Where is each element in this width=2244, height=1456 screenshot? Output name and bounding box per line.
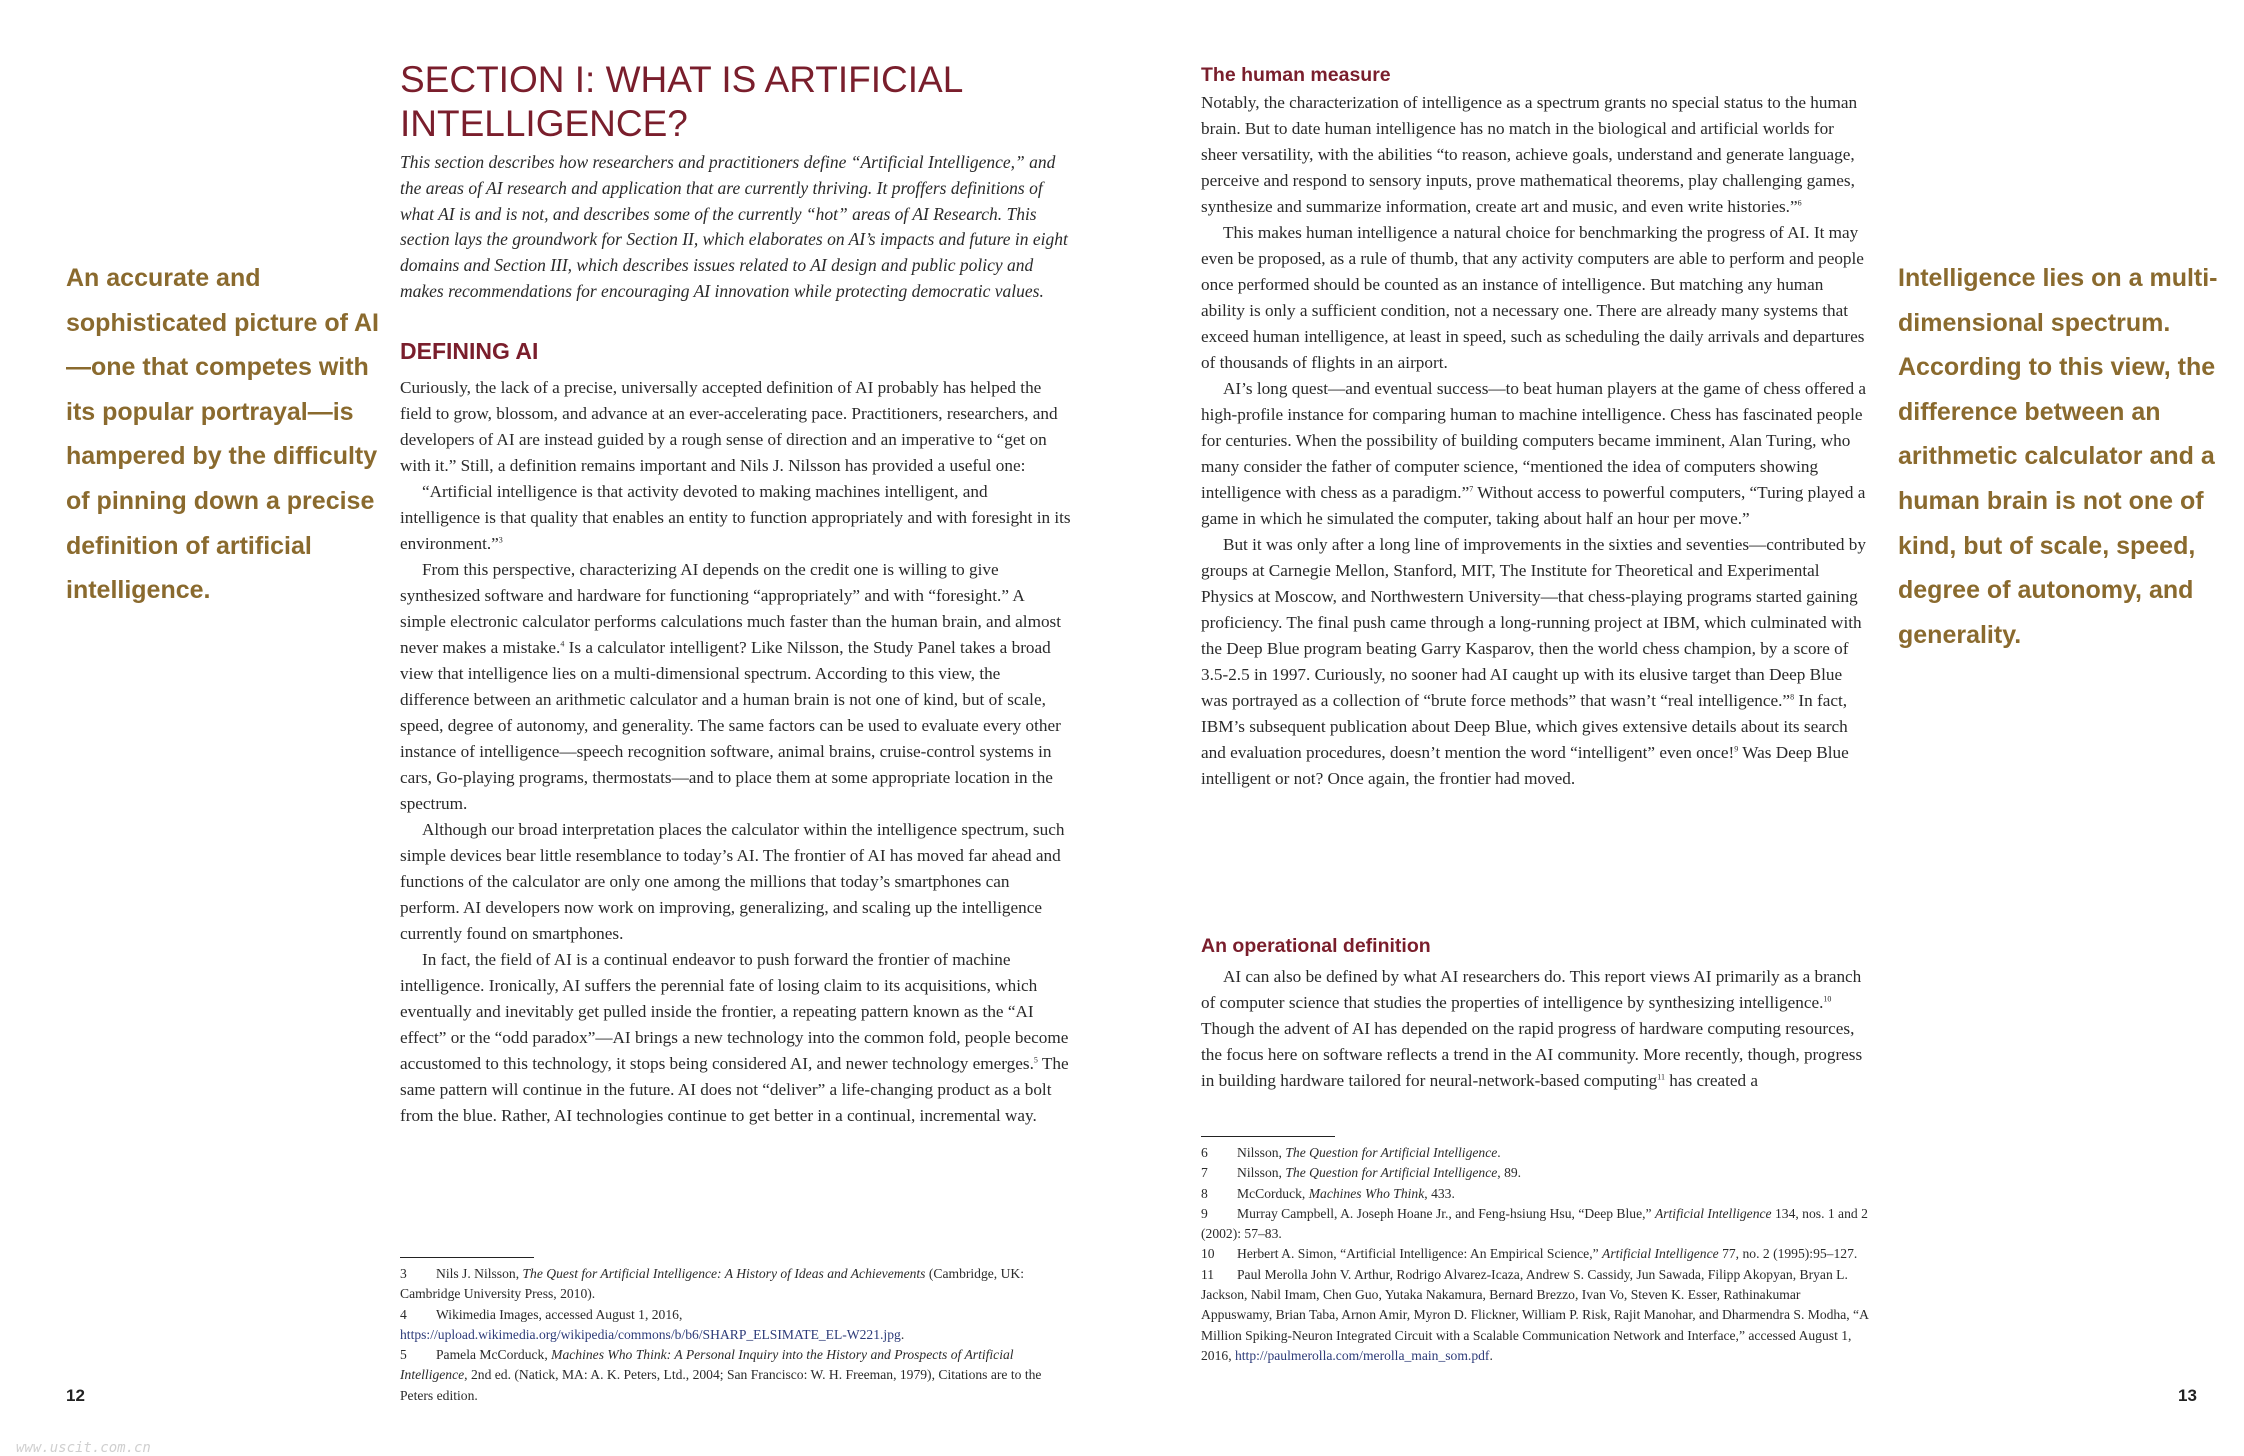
footnote: 9 Murray Campbell, A. Joseph Hoane Jr., and Feng-hsiung Hsu, “Deep Blue,” Artificial Intelligence 134, nos. 1 and 2 (2002): 57–83. <box>1201 1205 1868 1242</box>
operational-definition-heading: An operational definition <box>1201 935 1431 957</box>
left-pull-quote: An accurate and sophisticated picture of AI—one that competes with its popular portrayal—is hampered by the difficulty of pinning down a precise definition of artificial intelligence. <box>66 264 380 605</box>
footnote: 4 Wikimedia Images, accessed August 1, 2016, https://upload.wikimedia.org/wikipedia/commons/b/b6/SHARP_ELSIMATE_EL-W221.jpg. <box>400 1306 905 1342</box>
footnote-rule <box>1201 1136 1335 1137</box>
paragraph: Notably, the characterization of intelligence as a spectrum grants no special status to the human brain. But to date human intelligence has no match in the biological and artificial worlds for sheer versatility, with the abilities “to reason, achieve goals, understand and generate language, perceive and respond to sensory inputs, prove mathematical theorems, play challenging games, synthesize and summarize information, create art and music, and even write histories.”$^6$ <box>1201 93 1858 216</box>
paragraph: AI’s long quest—and eventual success—to beat human players at the game of chess offered a high-profile instance for comparing human to machine intelligence. Chess has fascinated people for centuries. When the possibility of building computers became imminent, Alan Turing, who many consider the father of computer science, “mentioned the idea of computers showing intelligence with chess as a paradigm.”$^7$ Without access to powerful computers, “Turing played a game in which he simulated the computer, taking about half an hour per move.” <box>1201 379 1867 528</box>
footnote: 5 Pamela McCorduck, Machines Who Think: A Personal Inquiry into the History and Prospects of Artificial Intelligence, 2nd ed. (Natick, MA: A. K. Peters, Ltd., 2004; San Francisco: W. H. Freeman, 1979), Citations are to the Peters edition. <box>400 1347 1042 1403</box>
footnote: 11 Paul Merolla John V. Arthur, Rodrigo Alvarez-Icaza, Andrew S. Cassidy, Jun Sawada, Filipp Akopyan, Bryan L. Jackson, Nabil Imam, Chen Guo, Yutaka Nakamura, Bernard Brezzo, Ivan Vo, Steven K. Esser, Rathinakumar Appuswamy, Brian Taba, Arnon Amir, Myron D. Flickner, William P. Risk, Rajit Manohar, and Dharmendra S. Modha, “A Million Spiking-Neuron Integrated Circuit with a Scalable Communication Network and Interface,” accessed August 1, 2016, http://paulmerolla.com/merolla_main_som.pdf. <box>1201 1266 1869 1363</box>
paragraph: From this perspective, characterizing AI depends on the credit one is willing to give synthesized software and hardware for functioning “appropriately” and with “foresight.” A simple electronic calculator performs calculations much faster than the human brain, and almost never makes a mistake.$^4$ Is a calculator intelligent? Like Nilsson, the Study Panel takes a broad view that intelligence lies on a multi-dimensional spectrum. According to this view, the difference between an arithmetic calculator and a human brain is not one of kind, but of scale, speed, degree of autonomy, and generality. The same factors can be used to evaluate every other instance of intelligence—speech recognition software, animal brains, cruise-control systems in cars, Go-playing programs, thermostats—and to place them at some appropriate location in the spectrum. <box>400 560 1062 813</box>
footnote-link[interactable]: https://upload.wikimedia.org/wikipedia/commons/b/b6/SHARP_ELSIMATE_EL-W221.jpg <box>400 1326 901 1342</box>
footnote: 10 Herbert A. Simon, “Artificial Intelligence: An Empirical Science,” Artificial Intelligence 77, no. 2 (1995):95–127. <box>1201 1246 1858 1262</box>
defining-ai-heading: DEFINING AI <box>400 338 539 364</box>
right-footnotes <box>1201 1143 1873 1366</box>
right-body-2 <box>1201 964 1871 1094</box>
right-body <box>1201 90 1871 792</box>
section-title: SECTION I: WHAT IS ARTIFICIAL INTELLIGENCE? <box>400 59 962 144</box>
right-pull-quote: Intelligence lies on a multi-dimensional spectrum. According to this view, the difference between an arithmetic calculator and a human brain is not one of kind, but of scale, speed, degree of autonomy, and generality. <box>1898 264 2218 649</box>
paragraph: AI can also be defined by what AI researchers do. This report views AI primarily as a branch of computer science that studies the properties of intelligence by synthesizing intelligence.$^{10}$ Though the advent of AI has depended on the rapid progress of hardware computing resources, the focus here on software reflects a trend in the AI community. More recently, though, progress in building hardware tailored for neural-network-based computing$^{11}$ has created a <box>1201 967 1863 1090</box>
footnote: 7 Nilsson, The Question for Artificial Intelligence, 89. <box>1201 1165 1522 1181</box>
footnote-link[interactable]: http://paulmerolla.com/merolla_main_som.pdf <box>1234 1347 1490 1363</box>
paragraph: In fact, the field of AI is a continual endeavor to push forward the frontier of machine intelligence. Ironically, AI suffers the perennial fate of losing claim to its acquisitions, which eventually and inevitably get pulled inside the frontier, a repeating pattern known as the “AI effect” or the “odd paradox”—AI brings a new technology into the common fold, people become accustomed to this technology, it stops being considered AI, and newer technology emerges.$^5$ The same pattern will continue in the future. AI does not “deliver” a life-changing product as a bolt from the blue. Rather, AI technologies continue to get better in a continual, incremental way. <box>400 950 1069 1125</box>
section-intro: This section describes how researchers and practitioners define “Artificial Intelligence,” and the areas of AI research and application that are currently thriving. It proffers definitions of what AI is and is not, and describes some of the currently “hot” areas of AI Research. This section lays the groundwork for Section II, which elaborates on AI’s impacts and future in eight domains and Section III, which describes issues related to AI design and public policy and makes recommendations for encouraging AI innovation while protecting democratic values. <box>400 152 1068 301</box>
footnote: 3 Nils J. Nilsson, The Quest for Artificial Intelligence: A History of Ideas and Achievements (Cambridge, UK: Cambridge University Press, 2010). <box>400 1266 1025 1302</box>
human-measure-heading: The human measure <box>1201 64 1391 86</box>
page-number-left: 12 <box>66 1386 85 1405</box>
left-body <box>400 375 1072 1129</box>
paragraph: But it was only after a long line of improvements in the sixties and seventies—contributed by groups at Carnegie Mellon, Stanford, MIT, The Institute for Theoretical and Experimental Physics at Moscow, and Northwestern University—that chess-playing programs started gaining proficiency. The final push came through a long-running project at IBM, which culminated with the Deep Blue program beating Garry Kasparov, then the world chess champion, by a score of 3.5-2.5 in 1997. Curiously, no sooner had AI caught up with its elusive target than Deep Blue was portrayed as a collection of “brute force methods” that wasn’t “real intelligence.”$^8$ In fact, IBM’s subsequent publication about Deep Blue, which gives extensive details about its search and evaluation procedures, doesn’t mention the word “intelligent” even once!$^9$ Was Deep Blue intelligent or not? Once again, the frontier had moved. <box>1201 535 1866 788</box>
page-number-right: 13 <box>2178 1386 2197 1405</box>
watermark: www.uscit.com.cn <box>16 1440 151 1456</box>
paragraph: Although our broad interpretation places the calculator within the intelligence spectrum, such simple devices bear little resemblance to today’s AI. The frontier of AI has moved far ahead and functions of the calculator are only one among the millions that today’s smartphones can perform. AI developers now work on improving, generalizing, and scaling up the intelligence currently found on smartphones. <box>400 820 1065 943</box>
paragraph: Curiously, the lack of a precise, universally accepted definition of AI probably has helped the field to grow, blossom, and advance at an ever-accelerating pace. Practitioners, researchers, and developers of AI are instead guided by a rough sense of direction and an imperative to “get on with it.” Still, a definition remains important and Nils J. Nilsson has provided a useful one: <box>400 378 1058 475</box>
paragraph: “Artificial intelligence is that activity devoted to making machines intelligent, and intelligence is that quality that enables an entity to function appropriately and with foresight in its environment.”$^3$ <box>400 482 1071 553</box>
left-footnotes <box>400 1264 1060 1406</box>
footnote: 8 McCorduck, Machines Who Think, 433. <box>1201 1185 1455 1201</box>
footnote-rule <box>400 1257 534 1258</box>
paragraph: This makes human intelligence a natural choice for benchmarking the progress of AI. It may even be proposed, as a rule of thumb, that any activity computers are able to perform and people once performed should be counted as an instance of intelligence. But matching any human ability is only a sufficient condition, not a necessary one. There are already many systems that exceed human intelligence, at least in speed, such as scheduling the daily arrivals and departures of thousands of flights in an airport. <box>1201 223 1865 372</box>
footnote: 6 Nilsson, The Question for Artificial Intelligence. <box>1201 1145 1501 1160</box>
